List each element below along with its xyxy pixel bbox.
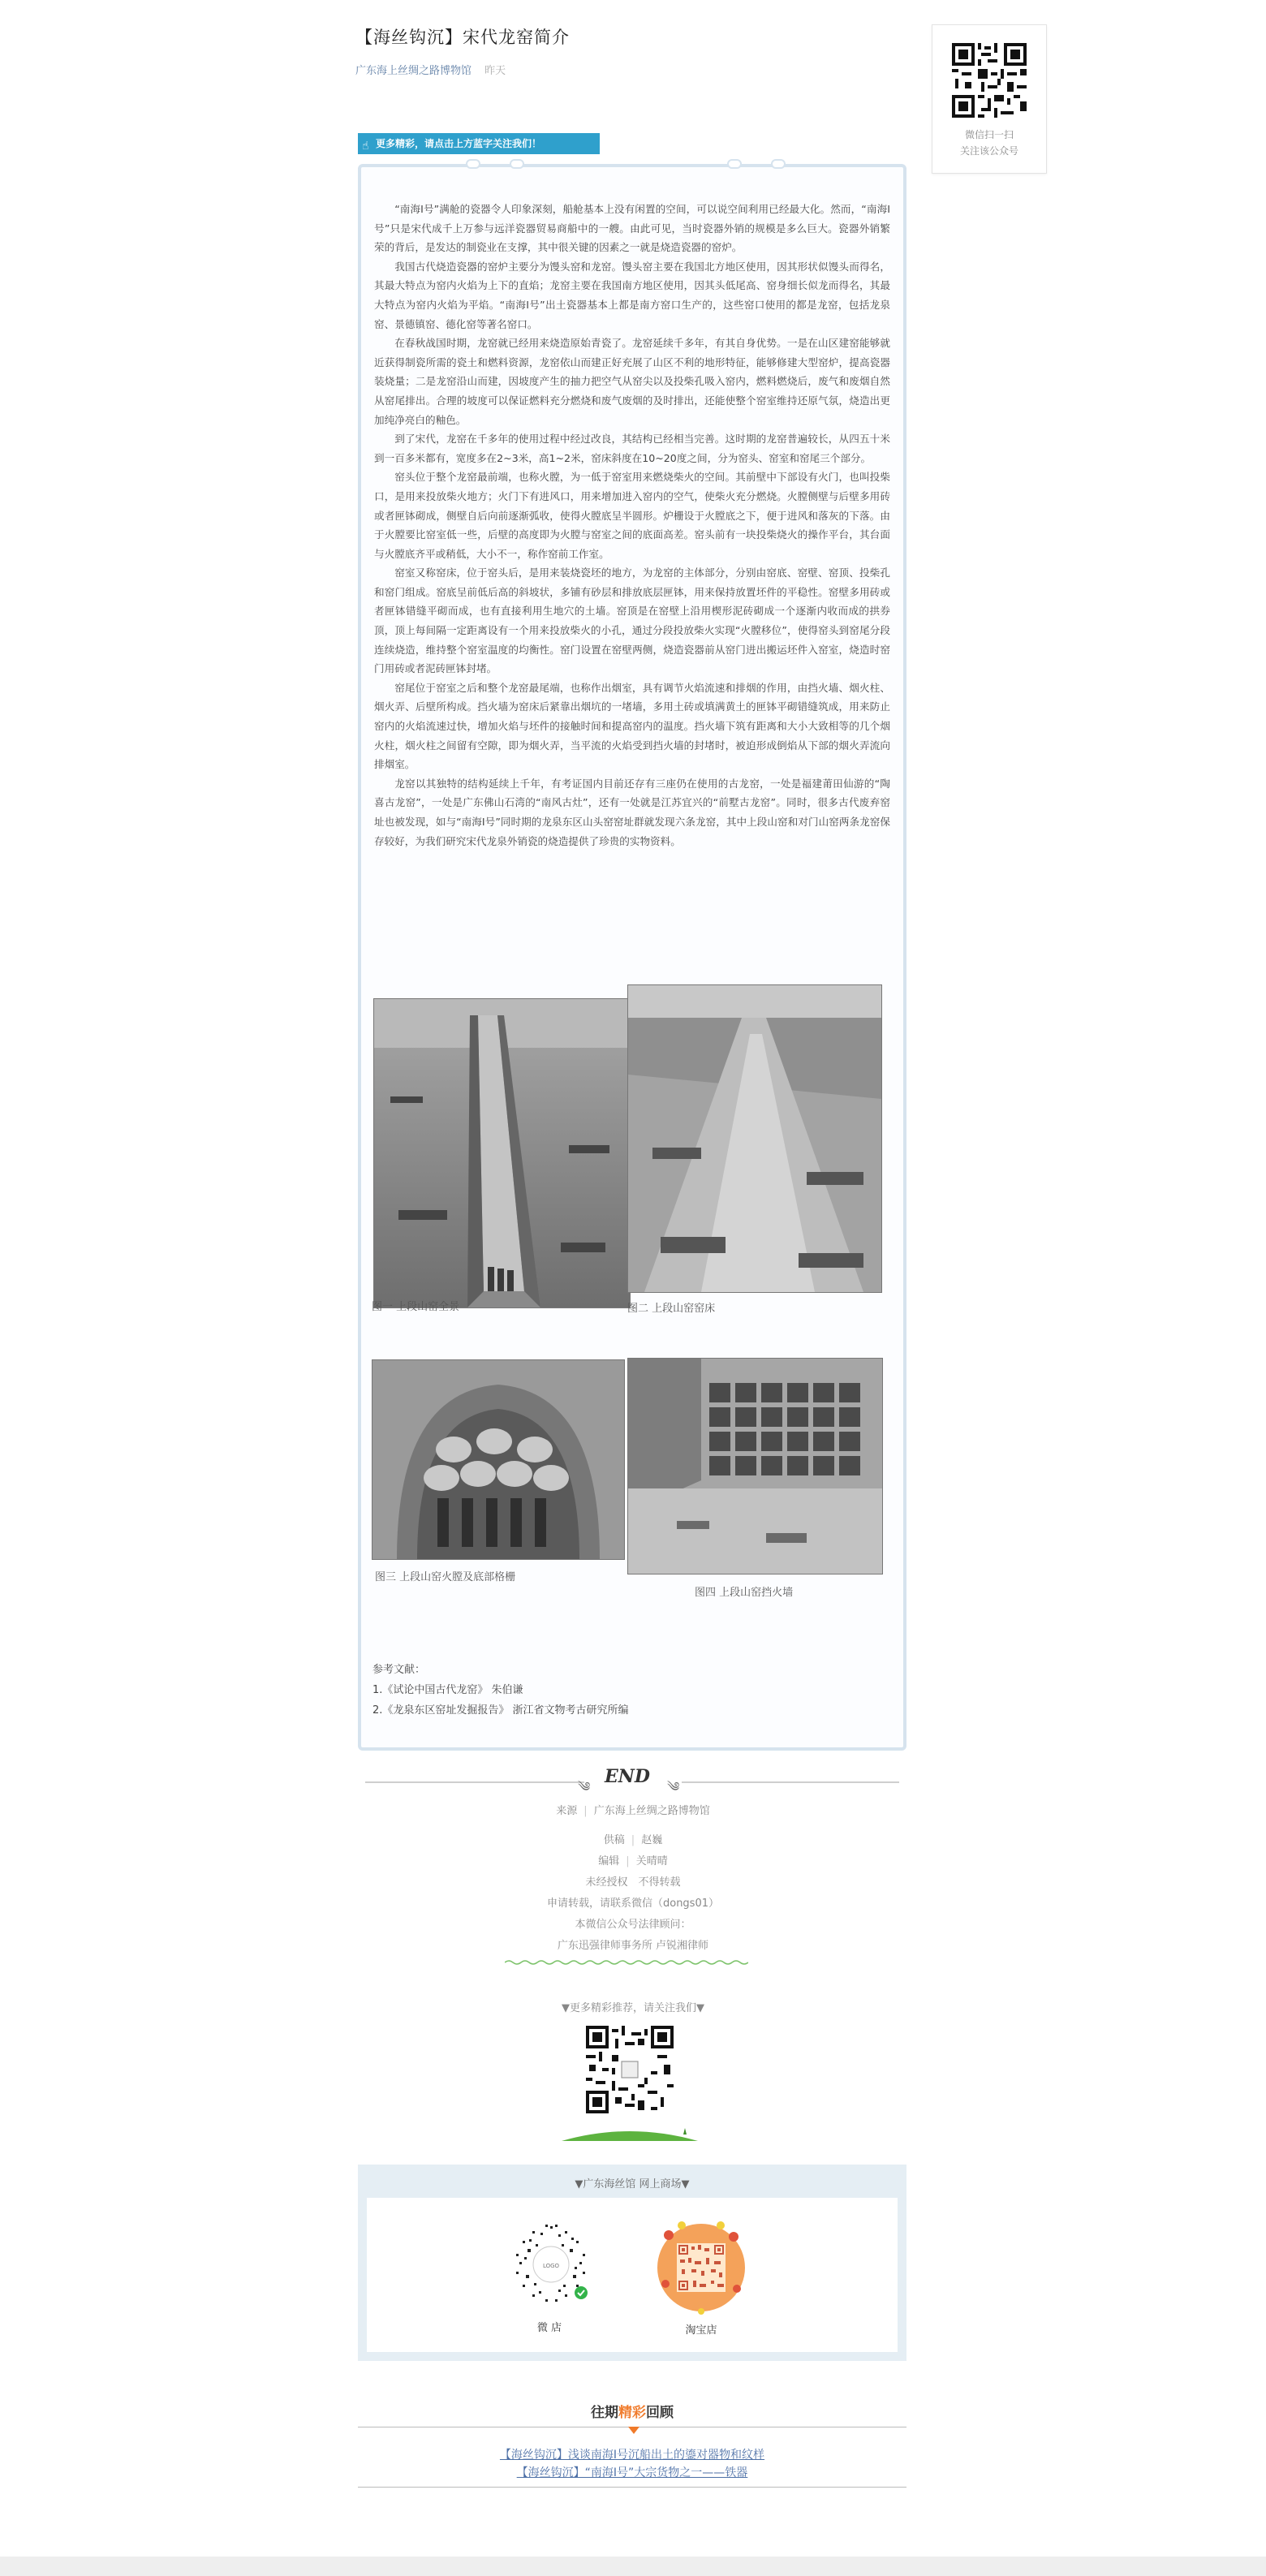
photo-kiln-overview[interactable] bbox=[373, 998, 631, 1308]
credit-editor: 编辑 | 关晴晴 bbox=[598, 1855, 668, 1867]
end-mark: END bbox=[605, 1766, 650, 1787]
green-wave-divider bbox=[505, 1959, 748, 1966]
past-articles-title bbox=[358, 2401, 906, 2421]
caption-fig2: 图二 上段山窑窑床 bbox=[627, 1303, 716, 1315]
editor-label: 编辑 bbox=[598, 1855, 620, 1867]
credit-lawyer-title: 本微信公众号法律顾问： bbox=[575, 1919, 691, 1931]
author-label: 供稿 bbox=[603, 1834, 625, 1846]
account-link[interactable]: 广东海上丝绸之路博物馆 bbox=[355, 65, 472, 77]
paragraph: 到了宋代，龙窑在千多年的使用过程中经过改良，其结构已经相当完善。这时期的龙窑普遍较长，从四五十米到一百多米都有，宽度多在2~3米，高1~2米，窑床斜度在10~20度之间，分为窑头、窑室和窑尾三个部分。 bbox=[374, 433, 890, 464]
qr-caption-line1: 微信扫一扫 bbox=[964, 129, 1014, 140]
article-body bbox=[374, 200, 890, 851]
qr-code-icon[interactable] bbox=[586, 2026, 674, 2113]
qr-caption-line2: 关注该公众号 bbox=[959, 145, 1018, 157]
past-article-link[interactable]: 【海丝钩沉】浅谈南海I号沉船出土的鎏对器物和纹样 bbox=[499, 2449, 765, 2462]
credit-auth-notice: 未经授权 不得转载 bbox=[585, 1876, 681, 1889]
references bbox=[372, 1660, 629, 1721]
reference-item: 1.《试论中国古代龙窑》 朱伯谦 bbox=[372, 1684, 523, 1696]
frame-tab bbox=[466, 159, 480, 169]
credit-contact: 申请转载，请联系微信（dongs01） bbox=[546, 1898, 719, 1910]
follow-banner[interactable] bbox=[358, 133, 600, 154]
taobao-label[interactable]: 淘宝店 bbox=[685, 2324, 717, 2337]
author-value: 赵巍 bbox=[641, 1834, 663, 1846]
past-title-pre: 往期 bbox=[591, 2405, 618, 2421]
credit-lawyer-name: 广东迅强律师事务所 卢锐湘律师 bbox=[557, 1940, 709, 1952]
photo-firebox[interactable] bbox=[372, 1359, 625, 1560]
article-meta bbox=[355, 62, 506, 77]
weidian-label[interactable]: 微 店 bbox=[536, 2322, 562, 2334]
past-divider-bottom bbox=[358, 2487, 906, 2488]
frame-tab bbox=[727, 159, 742, 169]
paragraph: 窑室又称窑床，位于窑头后，是用来装烧瓷坯的地方，为龙窑的主体部分，分别由窑底、窑壁、窑顶、投柴孔和窑门组成。窑底呈前低后高的斜坡状，多铺有砂层和排放底层匣钵，用来保持放置坯件的平稳性。窑壁多用砖或者匣钵错缝平砌而成，也有直接利用生地穴的土墙。窑顶是在窑壁上沿用楔形泥砖砌成一个逐渐内收而成的拱券顶，顶上每间隔一定距离设有一个用来投放柴火的小孔，通过分段投放柴火实现“火膛移位”，使得窑头到窑尾分段连续烧造，维持整个窑室温度的均衡性。窑门设置在窑壁两侧，烧造瓷器前从窑门进出搬运坯件入窑室，烧造时窑门用砖或者泥砖匣钵封堵。 bbox=[374, 566, 890, 675]
svg-text:LOGO: LOGO bbox=[542, 2263, 560, 2269]
past-title-post: 回顾 bbox=[646, 2405, 674, 2421]
source-value: 广东海上丝绸之路博物馆 bbox=[593, 1805, 710, 1817]
shop-heading: ▼广东海丝馆 网上商场▼ bbox=[575, 2178, 690, 2190]
recommend-text: ▼更多精彩推荐，请关注我们▼ bbox=[562, 2002, 704, 2014]
article-title: 【海丝钩沉】宋代龙窑简介 bbox=[355, 28, 570, 47]
frame-tab bbox=[771, 159, 786, 169]
caption-fig4: 图四 上段山窑挡火墙 bbox=[695, 1587, 794, 1599]
pointing-hand-icon: ☝ bbox=[362, 140, 369, 153]
shop-panel bbox=[367, 2198, 898, 2352]
taobao-qr-icon[interactable] bbox=[657, 2219, 745, 2315]
triangle-down-icon bbox=[628, 2427, 639, 2434]
source-label: 来源 bbox=[556, 1805, 578, 1817]
weidian-qr-icon[interactable] bbox=[508, 2221, 594, 2307]
follow-qr-card bbox=[932, 24, 1047, 174]
end-ornament-icon: ༄ bbox=[667, 1779, 680, 1794]
publish-time: 昨天 bbox=[484, 65, 506, 77]
follow-banner-text: 更多精彩，请点击上方蓝字关注我们！ bbox=[376, 138, 542, 149]
paragraph: 在春秋战国时期，龙窑就已经用来烧造原始青瓷了。龙窑延续千多年，有其自身优势。一是在山区建窑能够就近获得制瓷所需的瓷土和燃料资源，龙窑依山而建正好充展了山区不利的地形特征，能够修建大型窑炉，提高瓷器装烧量；二是龙窑沿山而建，因坡度产生的抽力把空气从窑尖以及投柴孔吸入窑内，燃料燃烧后，废气和废烟自然从窑尾排出。合理的坡度可以保证燃料充分燃烧和废气废烟的及时排出，还能使整个窑室维持还原气氛，烧造出更加纯净亮白的釉色。 bbox=[374, 337, 890, 426]
editor-value: 关晴晴 bbox=[635, 1855, 668, 1867]
page-footer-band bbox=[0, 2557, 1266, 2576]
end-divider-right bbox=[682, 1781, 899, 1783]
paragraph: 窑头位于整个龙窑最前端，也称火膛，为一低于窑室用来燃烧柴火的空间。其前壁中下部设有火门，也叫投柴口，是用来投放柴火地方；火门下有进风口，用来增加进入窑内的空气，使柴火充分燃烧。火膛侧壁与后壁多用砖或者匣钵砌成，侧壁自后向前逐渐弧收，使得火膛底呈半圆形。炉栅设于火膛底之下，便于进风和落灰的下落。由于火膛要比窑室低一些，后壁的高度即为火膛与窑室之间的底面高差。窑头前有一块投柴烧火的操作平台，其台面与火膛底齐平或稍低，大小不一，称作窑前工作室。 bbox=[374, 471, 890, 560]
end-ornament-icon: ༄ bbox=[578, 1779, 591, 1794]
references-title: 参考文献： bbox=[372, 1664, 426, 1676]
past-title-highlight: 精彩 bbox=[618, 2405, 646, 2421]
end-divider-left bbox=[365, 1781, 584, 1783]
credit-source: 来源 | 广东海上丝绸之路博物馆 bbox=[556, 1805, 710, 1817]
reference-item: 2.《龙泉东区窑址发掘报告》 浙江省文物考古研究所编 bbox=[372, 1704, 629, 1717]
photo-kiln-bed[interactable] bbox=[627, 984, 882, 1293]
credit-author: 供稿 | 赵巍 bbox=[603, 1834, 663, 1846]
caption-fig1: 图一 上段山窑全景 bbox=[372, 1301, 460, 1313]
caption-fig3: 图三 上段山窑火膛及底部格栅 bbox=[375, 1571, 516, 1583]
grass-hill-icon bbox=[562, 2126, 698, 2141]
photo-fire-wall[interactable] bbox=[627, 1358, 883, 1574]
paragraph: 我国古代烧造瓷器的窑炉主要分为馒头窑和龙窑。馒头窑主要在我国北方地区使用，因其形状似馒头而得名，其最大特点为窑内火焰为上下的直焰；龙窑主要在我国南方地区使用，因其头低尾高、窑身细长似龙而得名，其最大特点为窑内火焰为平焰。“南海I号”出土瓷器基本上都是南方窑口生产的，这些窑口使用的都是龙窑，包括龙泉窑、景德镇窑、德化窑等著名窑口。 bbox=[374, 260, 890, 330]
paragraph: 龙窑以其独特的结构延续上千年，有考证国内目前还存有三座仍在使用的古龙窑，一处是福建莆田仙游的“陶喜古龙窑”，一处是广东佛山石湾的“南风古灶”，还有一处就是江苏宜兴的“前墅古龙窑”。同时，很多古代废弃窑址也被发现，如与“南海I号”同时期的龙泉东区山头窑窑址群就发现六条龙窑，其中上段山窑和对门山窑两条龙窑保存较好，为我们研究宋代龙泉外销瓷的烧造提供了珍贵的实物资料。 bbox=[374, 777, 890, 847]
frame-tab bbox=[510, 159, 524, 169]
paragraph: “南海I号”满舱的瓷器令人印象深刻，船舱基本上没有闲置的空间，可以说空间利用已经最大化。然而，“南海I号”只是宋代成千上万参与远洋瓷器贸易商船中的一艘。由此可见，当时瓷器外销的规模是多么巨大。瓷器外销繁荣的背后，是发达的制瓷业在支撑，其中很关键的因素之一就是烧造瓷器的窑炉。 bbox=[374, 203, 890, 254]
paragraph: 窑尾位于窑室之后和整个龙窑最尾端，也称作出烟室，具有调节火焰流速和排烟的作用，由挡火墙、烟火柱、烟火弄、后壁所构成。挡火墙为窑床后紧靠出烟坑的一堵墙，多用土砖或填满黄土的匣钵平砌错缝筑成，用来防止窑内的火焰流速过快，增加火焰与坯件的接触时间和提高窑内的温度。挡火墙下筑有距离和大小大致相等的几个烟火柱，烟火柱之间留有空隙，即为烟火弄，当平流的火焰受到挡火墙的封堵时，被迫形成倒焰从下部的烟火弄流向排烟室。 bbox=[374, 681, 890, 771]
past-article-link[interactable]: 【海丝钩沉】“南海I号”大宗货物之一——铁器 bbox=[516, 2466, 748, 2479]
qr-code-icon bbox=[952, 43, 1027, 118]
